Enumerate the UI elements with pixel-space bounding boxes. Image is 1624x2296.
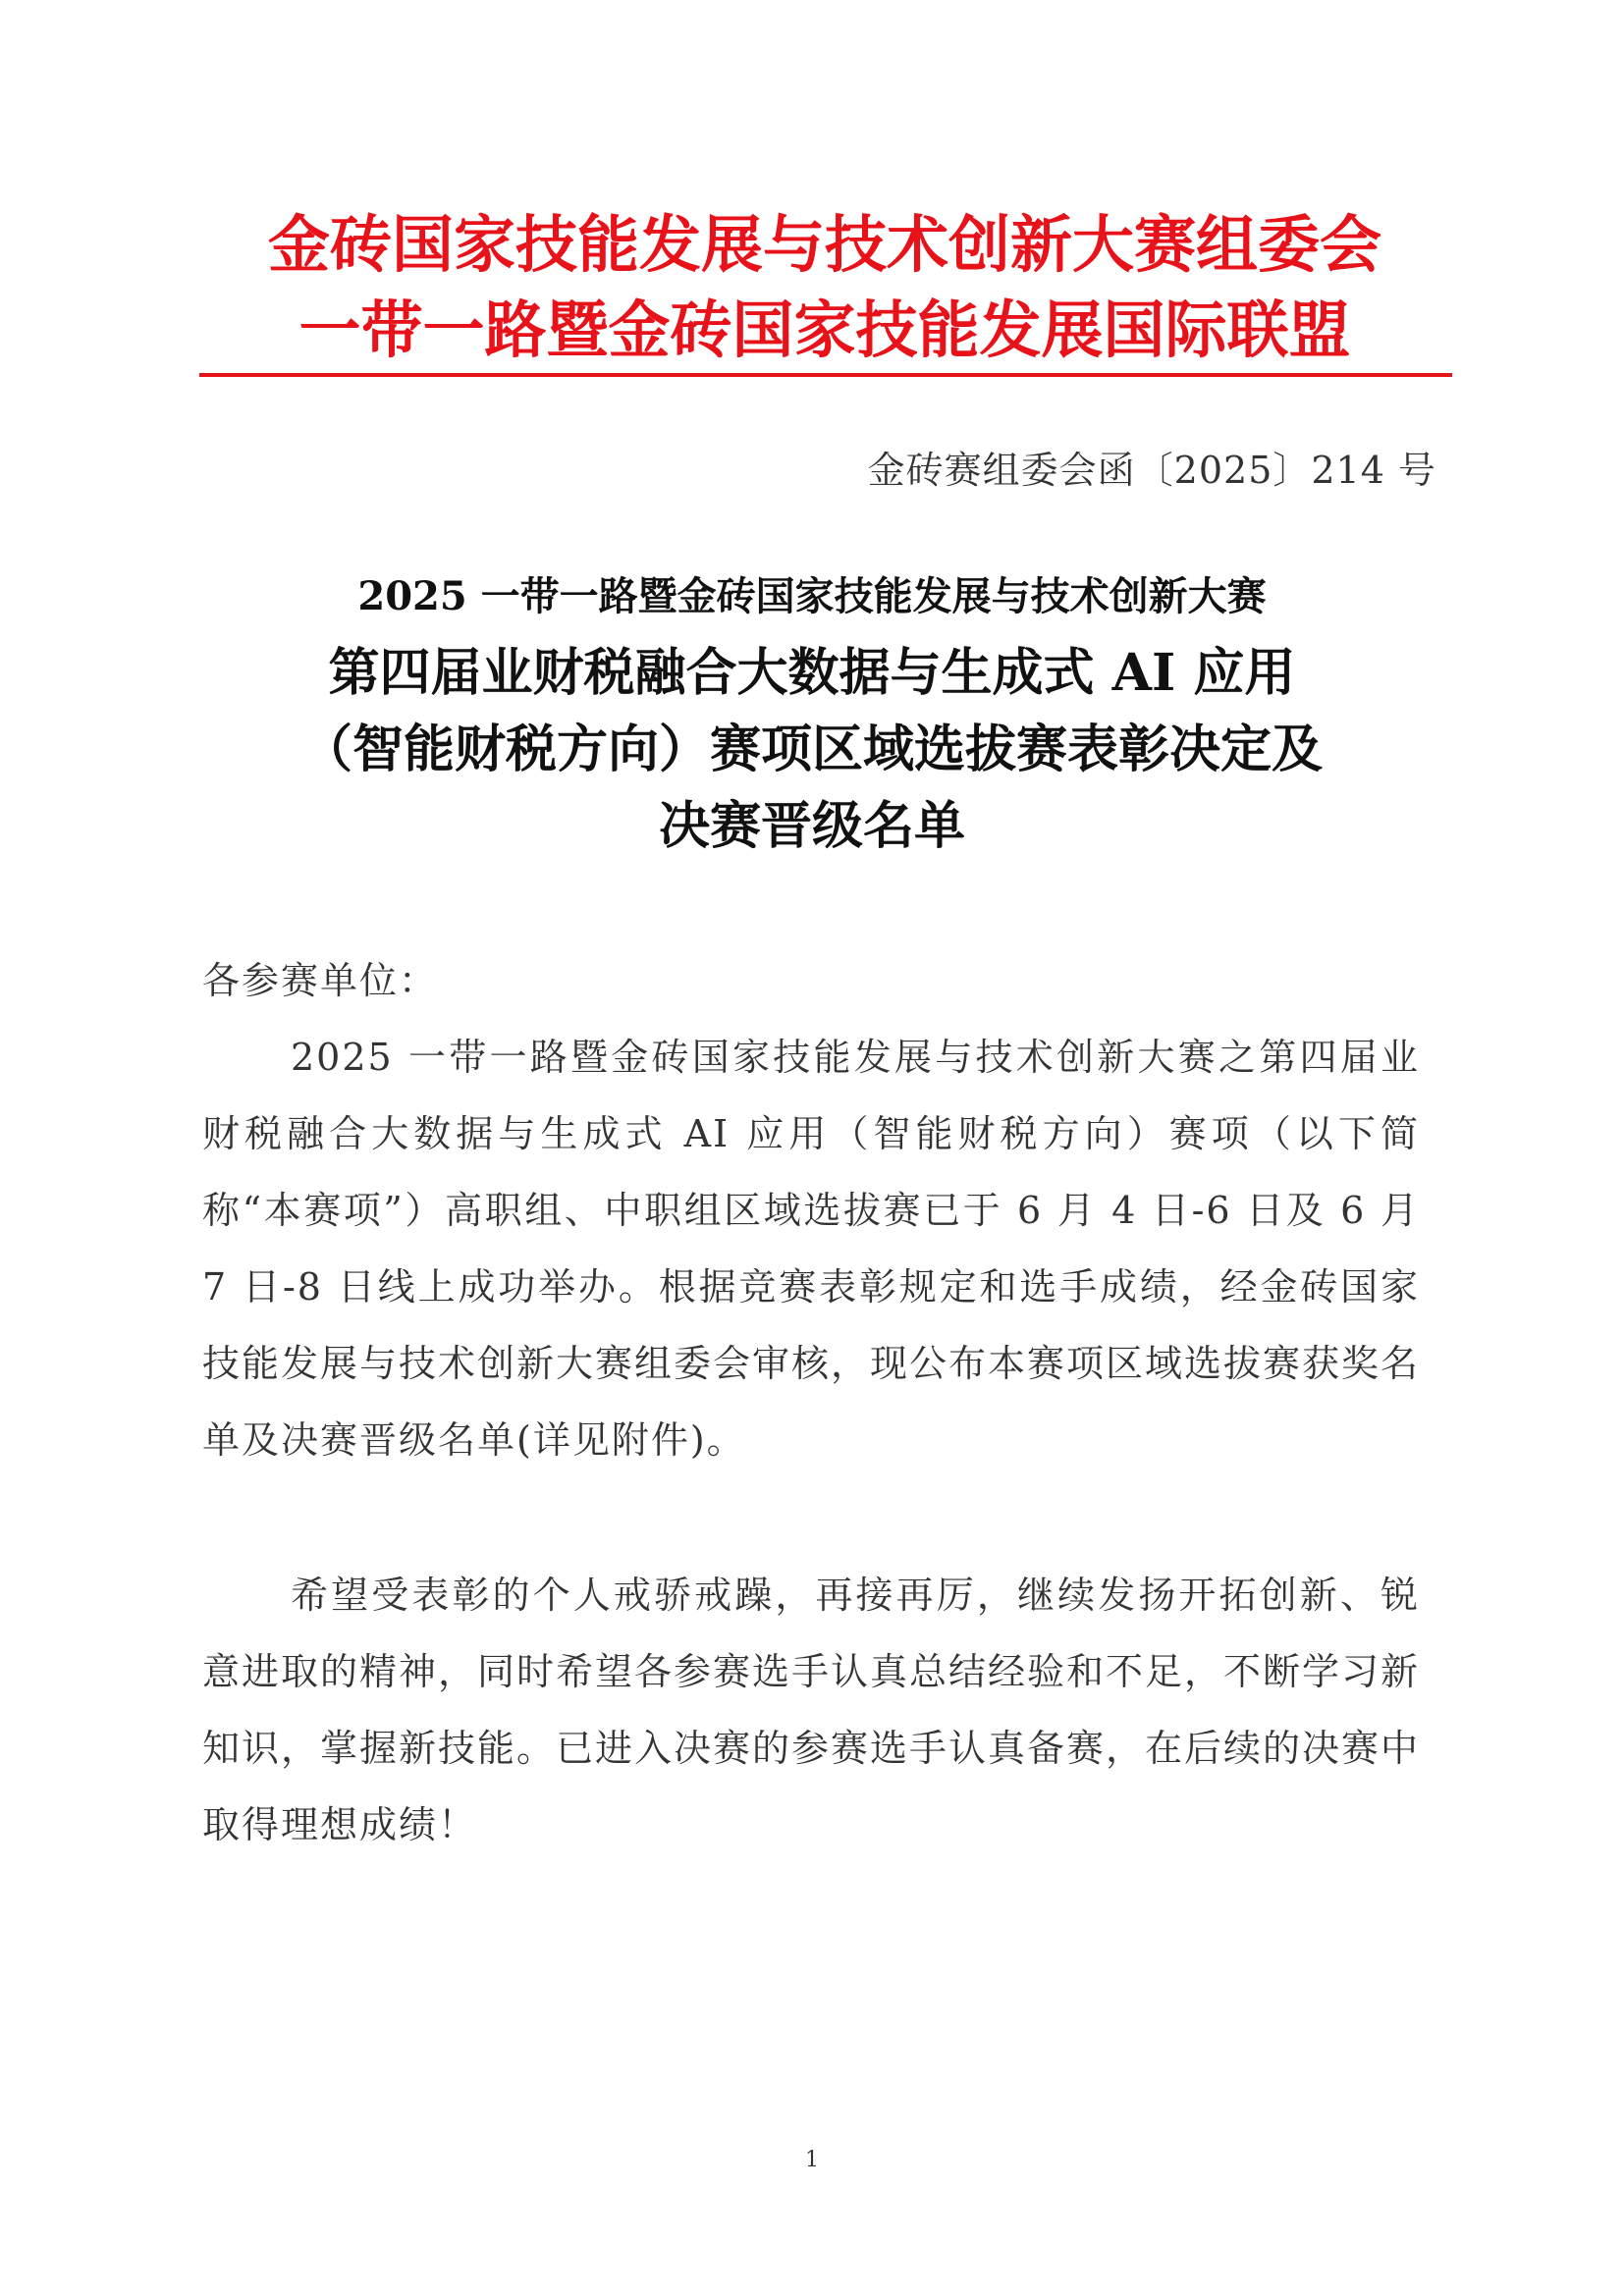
body-paragraph: 希望受表彰的个人戒骄戒躁，再接再厉，继续发扬开拓创新、锐意进取的精神，同时希望各参赛选手认真总结经验和不足，不断学习新知识，掌握新技能。已进入决赛的参赛选手认真备赛，在后续的决赛中取得理想成绩！: [202, 1574, 1421, 1846]
title-line: 2025 一带一路暨金砖国家技能发展与技术创新大赛: [357, 573, 1267, 619]
letterhead-organizer-title: 金砖国家技能发展与技术创新大赛组委会: [268, 208, 1381, 281]
letterhead-red-rule: [199, 373, 1452, 377]
title-line: 决赛晋级名单: [658, 796, 965, 856]
title-line: 第四届业财税融合大数据与生成式 AI 应用: [328, 643, 1296, 703]
letterhead-alliance-title: 一带一路暨金砖国家技能发展国际联盟: [298, 294, 1351, 366]
title-line: （智能财税方向）赛项区域选拔赛表彰决定及: [300, 720, 1323, 779]
page-number: 1: [805, 2148, 819, 2172]
document-number: 金砖赛组委会函〔2025〕214 号: [867, 449, 1436, 492]
salutation: 各参赛单位：: [202, 959, 439, 1002]
body-paragraph: 2025 一带一路暨金砖国家技能发展与技术创新大赛之第四届业财税融合大数据与生成式 AI 应用（智能财税方向）赛项（以下简称“本赛项”）高职组、中职组区域选拔赛已于 6 月 4 日-6 日及 6 月 7 日-8 日线上成功举办。根据竞赛表彰规定和选手成绩，经金砖国家技能发展与技术创新大赛组委会审核，现公布本赛项区域选拔赛获奖名单及决赛晋级名单(详见附件)。: [202, 1036, 1421, 1462]
